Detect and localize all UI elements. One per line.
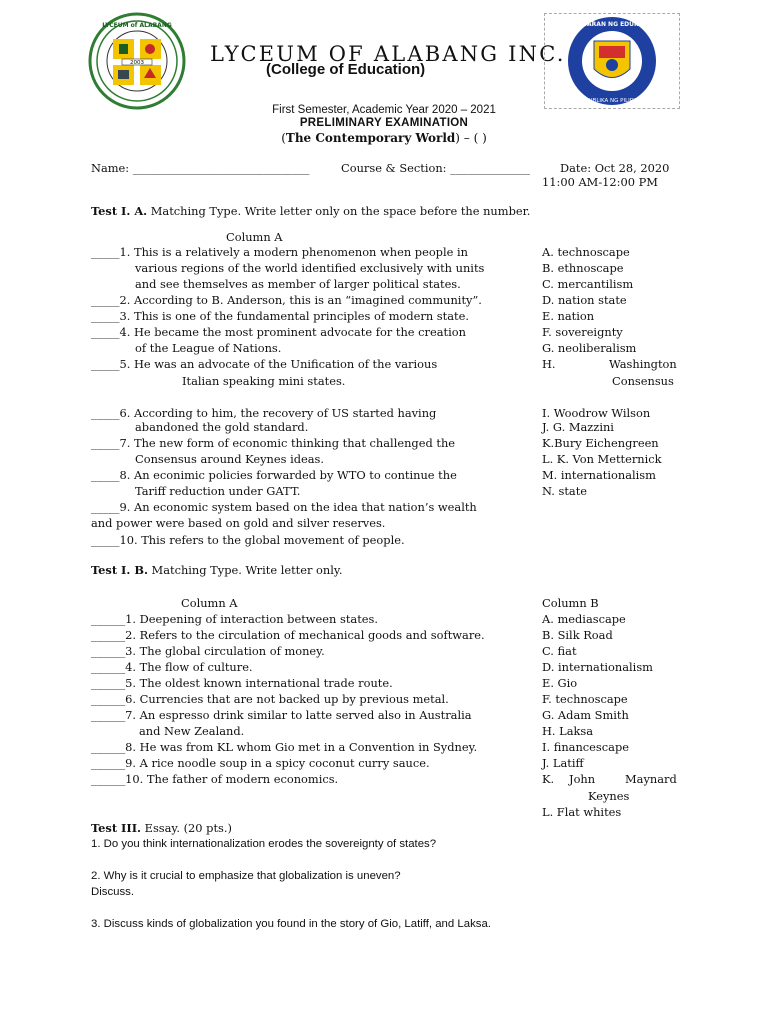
- test1b-question: ______8. He was from KL whom Gio met in a Convention in Sydney.: [91, 740, 478, 754]
- test1a-question-cont: Italian speaking mini states.: [182, 374, 346, 388]
- test1a-question-cont: of the League of Nations.: [135, 341, 282, 355]
- test1b-choice: F. technoscape: [542, 692, 628, 706]
- test1b-choice: J. Latiff: [542, 756, 584, 770]
- test1b-choice: E. Gio: [542, 676, 578, 690]
- test1b-choice: L. Flat whites: [542, 805, 622, 819]
- svg-text:KAGAWARAN NG EDUKASYON: KAGAWARAN NG EDUKASYON: [562, 21, 662, 28]
- test1a-column-a-header: Column A: [226, 230, 283, 244]
- test1a-question-cont: and see themselves as member of larger political states.: [135, 277, 461, 291]
- test1a-choice: A. technoscape: [542, 245, 630, 259]
- subject-name: The Contemporary World: [285, 131, 456, 145]
- test1a-question: _____3. This is one of the fundamental principles of modern state.: [91, 309, 469, 323]
- exam-title: PRELIMINARY EXAMINATION: [299, 117, 469, 129]
- essay-question-2: 2. Why is it crucial to emphasize that globalization is uneven?: [91, 870, 401, 882]
- test1a-choice: D. nation state: [542, 293, 627, 307]
- test1b-choice: I. financescape: [542, 740, 629, 754]
- test1a-question: _____1. This is a relatively a modern phenomenon when people in: [91, 245, 468, 259]
- test1b-question: ______3. The global circulation of money.: [91, 644, 325, 658]
- test1b-column-a-header: Column A: [181, 596, 238, 610]
- test1a-heading: Test I. A. Matching Type. Write letter only on the space before the number.: [91, 204, 531, 218]
- test1a-choice: I. Woodrow Wilson: [542, 406, 651, 420]
- svg-text:REPUBLIKA NG PILIPINAS: REPUBLIKA NG PILIPINAS: [577, 98, 647, 104]
- test1a-question: _____7. The new form of economic thinking that challenged the: [91, 436, 456, 450]
- test1b-question: ______6. Currencies that are not backed up by previous metal.: [91, 692, 449, 706]
- deped-seal-icon: [545, 14, 679, 108]
- test1b-question-cont: and New Zealand.: [139, 724, 245, 738]
- school-seal-icon: [88, 12, 186, 110]
- test1a-question: _____5. He was an advocate of the Unification of the various: [91, 357, 438, 371]
- test1a-question: _____2. According to B. Anderson, this is an “imagined community”.: [91, 293, 482, 307]
- exam-time: 11:00 AM-12:00 PM: [542, 175, 658, 189]
- test1b-choice-cont: John: [569, 772, 596, 786]
- test1a-choice: G. neoliberalism: [542, 341, 637, 355]
- school-seal-logo: [88, 12, 186, 110]
- test1a-choice: J. G. Mazzini: [542, 420, 614, 434]
- test1a-question-cont: various regions of the world identified exclusively with units: [135, 261, 485, 275]
- test1b-question: ______5. The oldest known international trade route.: [91, 676, 393, 690]
- semester-line: First Semester, Academic Year 2020 – 2021: [272, 104, 496, 116]
- test1a-question-cont: abandoned the gold standard.: [135, 420, 309, 434]
- test1b-question: ______1. Deepening of interaction between states.: [91, 612, 378, 626]
- test1b-question: ______2. Refers to the circulation of mechanical goods and software.: [91, 628, 485, 642]
- test1b-choice-cont: Maynard: [625, 772, 677, 786]
- test1a-choice: N. state: [542, 484, 588, 498]
- svg-text:LYCEUM of ALABANG: LYCEUM of ALABANG: [102, 22, 172, 29]
- test1b-question: ______10. The father of modern economics.: [91, 772, 339, 786]
- test1b-question: ______4. The flow of culture.: [91, 660, 253, 674]
- school-name: LYCEUM OF ALABANG INC.: [210, 42, 566, 66]
- college-name: (College of Education): [266, 61, 426, 78]
- test1a-choice-cont: Washington: [609, 357, 677, 371]
- essay-question-2-cont: Discuss.: [91, 886, 135, 898]
- test1b-choice: A. mediascape: [542, 612, 626, 626]
- test1a-choice: F. sovereignty: [542, 325, 623, 339]
- essay-question-3: 3. Discuss kinds of globalization you found in the story of Gio, Latiff, and Laksa.: [91, 918, 491, 930]
- test1b-heading: Test I. B. Matching Type. Write letter only.: [91, 563, 343, 577]
- test1b-choice-cont: Keynes: [588, 789, 630, 803]
- test1a-question-cont: Consensus around Keynes ideas.: [135, 452, 325, 466]
- test1b-choice: D. internationalism: [542, 660, 653, 674]
- test1b-question: ______7. An espresso drink similar to latte served also in Australia: [91, 708, 472, 722]
- test1a-question: _____9. An economic system based on the idea that nation’s wealth: [91, 500, 477, 514]
- test1a-question-cont: and power were based on gold and silver reserves.: [91, 516, 386, 530]
- course-section-field[interactable]: Course & Section: ______________: [341, 161, 530, 175]
- test1b-choice: C. fiat: [542, 644, 577, 658]
- test1a-choice: L. K. Von Metternick: [542, 452, 662, 466]
- test1a-question-cont: Tariff reduction under GATT.: [135, 484, 301, 498]
- test1b-choice: H. Laksa: [542, 724, 594, 738]
- name-field[interactable]: Name: _______________________________: [91, 161, 310, 175]
- test1a-question: _____4. He became the most prominent advocate for the creation: [91, 325, 466, 339]
- test1b-choice: K.: [542, 772, 555, 786]
- test1a-choice: K.Bury Eichengreen: [542, 436, 659, 450]
- essay-question-1: 1. Do you think internationalization erodes the sovereignty of states?: [91, 838, 437, 850]
- test1a-question: _____10. This refers to the global movement of people.: [91, 533, 405, 547]
- test1a-choice: B. ethnoscape: [542, 261, 624, 275]
- test1a-choice: E. nation: [542, 309, 595, 323]
- test1b-column-b-header: Column B: [542, 596, 599, 610]
- test1b-choice: G. Adam Smith: [542, 708, 629, 722]
- test3-heading: Test III. Essay. (20 pts.): [91, 821, 232, 835]
- test1a-choice: C. mercantilism: [542, 277, 634, 291]
- test1b-choice: B. Silk Road: [542, 628, 613, 642]
- exam-date: Date: Oct 28, 2020: [560, 161, 670, 175]
- svg-text:2003: 2003: [130, 60, 144, 66]
- test1a-choice-cont: Consensus: [612, 374, 674, 388]
- test1a-choice: M. internationalism: [542, 468, 656, 482]
- deped-logo-frame: [544, 13, 680, 109]
- test1b-question: ______9. A rice noodle soup in a spicy coconut curry sauce.: [91, 756, 430, 770]
- test1a-choice: H.: [542, 357, 556, 371]
- test1a-question: _____6. According to him, the recovery of US started having: [91, 406, 437, 420]
- subject-line: (The Contemporary World) – ( ): [281, 131, 487, 145]
- test1a-question: _____8. An econimic policies forwarded by WTO to continue the: [91, 468, 457, 482]
